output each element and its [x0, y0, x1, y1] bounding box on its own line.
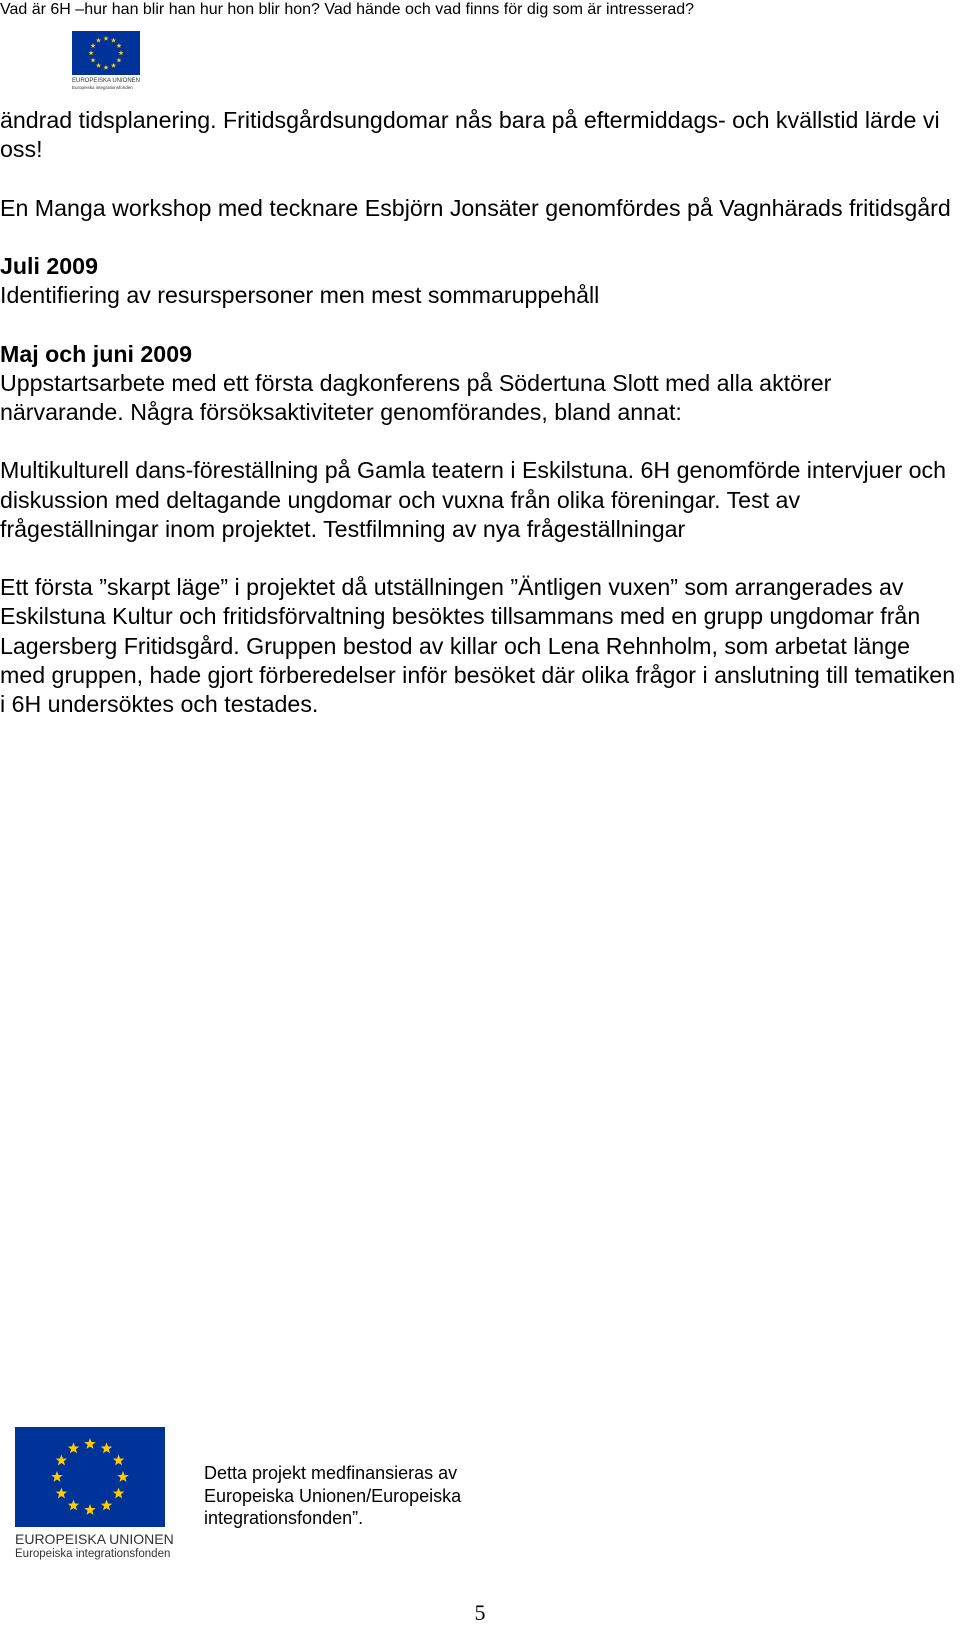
paragraph-schedule-change: ändrad tidsplanering. Fritidsgårdsungdomar nås bara på eftermiddags- och kvällstid lärde vi oss!	[0, 107, 940, 163]
paragraph-exhibition: Ett första ”skarpt läge” i projektet då utställningen ”Äntligen vuxen” som arrangerades av Eskilstuna Kultur och fritidsförvaltning besöktes tillsammans med en grupp ungdomar från Lagersberg Fritidsgård. Gruppen bestod av killar och Lena Rehnholm, som arbetat länge med gruppen, hade gjort förberedelser inför besöket där olika frågor i anslutning till tematiken i 6H undersöktes och testades.	[0, 574, 956, 717]
heading-july-2009: Juli 2009	[0, 252, 98, 279]
eu-logo-caption: EUROPEISKA UNIONEN	[15, 1531, 174, 1547]
eu-logo-subcaption: Europeiska integrationsfonden	[72, 85, 133, 90]
paragraph-activities: Multikulturell dans-föreställning på Gamla teatern i Eskilstuna. 6H genomförde intervjuer och diskussion med deltagande ungdomar och vuxna från olika föreningar. Test av frågeställningar inom projektet. Testfilmning av nya frågeställningar	[0, 457, 947, 542]
paragraph-startup: Uppstartsarbete med ett första dagkonferens på Södertuna Slott med alla aktörer närvarande. Några försöksaktiviteter genomförandes, bland annat:	[0, 369, 832, 425]
paragraph-manga-workshop: En Manga workshop med tecknare Esbjörn Jonsäter genomfördes på Vagnhärads fritidsgård	[0, 194, 951, 221]
funding-note: Detta projekt medfinansieras av Europeiska Unionen/Europeiska integrationsfonden”.	[204, 1463, 462, 1528]
eu-logo-subcaption: Europeiska integrationsfonden	[15, 1548, 171, 1560]
eu-logo-footer	[15, 1427, 174, 1562]
eu-flag-icon	[15, 1427, 165, 1527]
eu-logo-caption: EUROPEISKA UNIONEN	[72, 78, 141, 84]
eu-logo-header	[72, 31, 140, 91]
page-header-title: Vad är 6H –hur han blir han hur hon blir hon? Vad hände och vad finns för dig som är intresserad?	[0, 1, 695, 18]
heading-may-june-2009: Maj och juni 2009	[0, 340, 192, 367]
page-number: 5	[474, 1600, 486, 1625]
paragraph-july: Identifiering av resurspersoner men mest sommaruppehåll	[0, 282, 600, 309]
eu-flag-icon	[72, 31, 140, 75]
document-body	[0, 106, 958, 719]
